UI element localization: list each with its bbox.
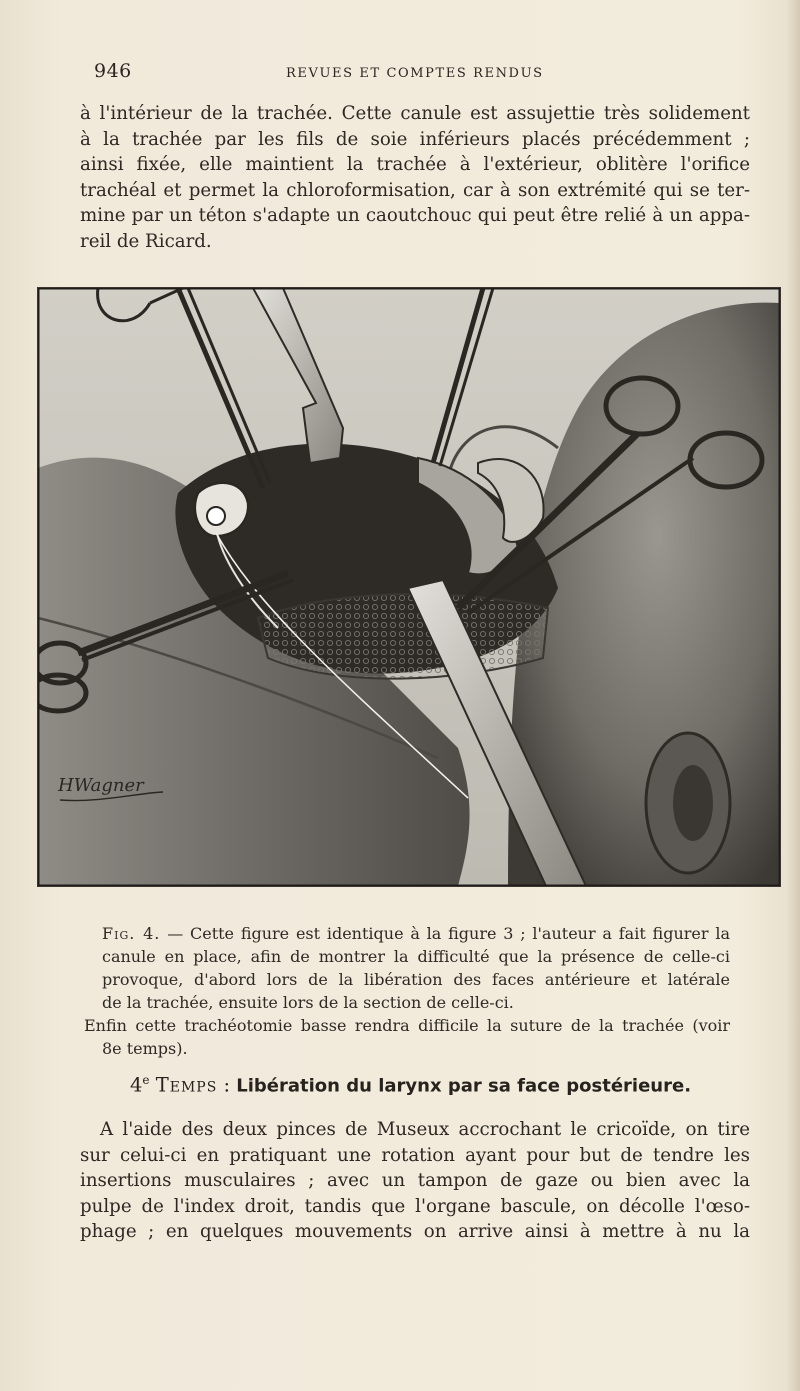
page-edge-shadow <box>786 0 800 1391</box>
text-line: reil de Ricard. <box>80 230 212 252</box>
caption-line: de la trachée, ensuite lors de la section de celle-ci. <box>102 993 514 1012</box>
text-line: sur celui-ci en pratiquant une rotation ayant pour but de tendre les <box>80 1144 750 1166</box>
section-title: Libération du larynx par sa face postérieure. <box>236 1075 692 1097</box>
section-colon: : <box>217 1073 237 1097</box>
text-line: trachéal et permet la chloroformisation, car à son extrémité qui se ter- <box>80 179 750 201</box>
section-temps: Temps <box>155 1073 218 1097</box>
text-line: insertions musculaires ; avec un tampon de gaze ou bien avec la <box>80 1170 750 1191</box>
text-line: phage ; en quelques mouvements on arrive ainsi à mettre à nu la <box>80 1221 750 1242</box>
section-number: 4 <box>130 1073 143 1097</box>
retracted-tissue <box>258 594 548 679</box>
caption-line: provoque, d'abord lors de la libération des faces antérieure et latérale <box>102 970 730 989</box>
surgical-illustration <box>37 287 781 887</box>
ear-canal <box>673 765 713 841</box>
caption-text: — Cette figure est identique à la figure 3 ; l'auteur a fait figurer la <box>167 924 730 943</box>
text-line: mine par un téton s'adapte un caoutchouc qui peut être relié à un appa- <box>80 205 750 226</box>
text-line: A l'aide des deux pinces de Museux accrochant le cricoïde, on tire <box>100 1119 750 1140</box>
section-number-suffix: e <box>142 1073 150 1087</box>
figure-label: Fig. 4. <box>102 924 161 943</box>
page-number: 946 <box>94 60 132 82</box>
caption-line: 8e temps). <box>102 1039 188 1058</box>
text-line: pulpe de l'index droit, tandis que l'organe bascule, on décolle l'œso- <box>80 1195 750 1217</box>
paragraph-section <box>80 1117 750 1245</box>
running-title: REVUES ET COMPTES RENDUS <box>286 66 544 81</box>
running-head <box>94 60 754 86</box>
text-line: à l'intérieur de la trachée. Cette canule est assujettie très solidement <box>80 103 750 124</box>
caption-line: Enfin cette trachéotomie basse rendra difficile la suture de la trachée (voir <box>84 1016 730 1035</box>
section-heading <box>130 1073 691 1097</box>
figure-caption <box>84 922 730 1060</box>
artist-signature: HWagner <box>58 775 144 796</box>
text-line: ainsi fixée, elle maintient la trachée à l'extérieur, oblitère l'orifice <box>80 154 750 175</box>
caption-line: canule en place, afin de montrer la difficulté que la présence de celle-ci <box>102 947 730 966</box>
caption-line <box>84 922 730 945</box>
illustration-drawing <box>38 288 780 886</box>
paragraph-intro <box>80 101 750 254</box>
text-line: à la trachée par les fils de soie inférieurs placés précédemment ; <box>80 128 750 150</box>
